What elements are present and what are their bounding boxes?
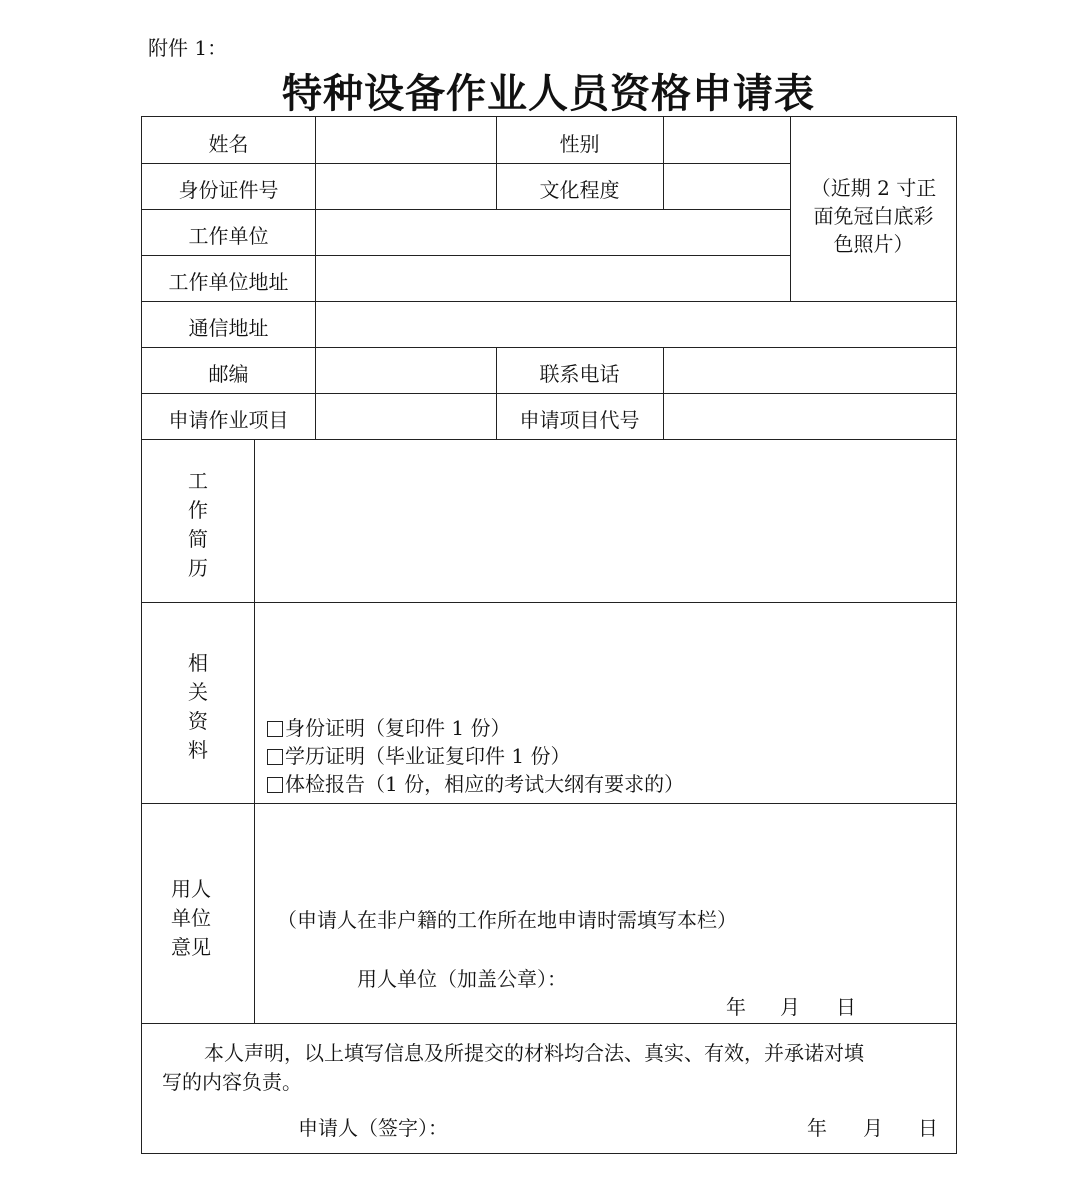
label-name: 姓名	[208, 132, 249, 156]
checkbox[interactable]	[267, 777, 283, 793]
id-number-field[interactable]	[316, 164, 496, 209]
declaration-line: 本人声明，以上填写信息及所提交的材料均合法、真实、有效，并承诺对填	[204, 1041, 864, 1065]
annex-label: 附件 1：	[148, 36, 228, 60]
label-postcode: 邮编	[208, 362, 249, 386]
label-mailing-address: 通信地址	[188, 316, 269, 340]
sign-date-day: 日	[918, 1116, 938, 1140]
applicant-signature-field[interactable]	[472, 1107, 772, 1147]
opinion-date-month: 月	[780, 995, 800, 1019]
photo-note-line: 色照片）	[833, 232, 914, 256]
label-gender: 性别	[559, 132, 600, 156]
resume-label: 工 作 简 历	[188, 469, 208, 580]
employer-field[interactable]	[316, 210, 790, 255]
postcode-field[interactable]	[316, 348, 496, 393]
label-phone: 联系电话	[539, 362, 620, 386]
employer-address-field[interactable]	[316, 256, 790, 301]
label-education: 文化程度	[539, 178, 620, 202]
application-form	[141, 116, 957, 1154]
name-field[interactable]	[316, 117, 496, 163]
opinion-label: 用人 单位 意见	[171, 877, 211, 959]
opinion-date-year: 年	[726, 995, 746, 1019]
opinion-date-day: 日	[836, 995, 856, 1019]
checkbox[interactable]	[267, 749, 283, 765]
material-item[interactable]: 身份证明（复印件 1 份）	[267, 713, 510, 743]
apply-item-field[interactable]	[316, 394, 496, 439]
sign-date-month: 月	[863, 1116, 883, 1140]
material-item[interactable]: 学历证明（毕业证复印件 1 份）	[267, 741, 570, 771]
label-employer-address: 工作单位地址	[168, 270, 289, 294]
label-item-code: 申请项目代号	[519, 408, 640, 432]
checkbox[interactable]	[267, 721, 283, 737]
education-field[interactable]	[664, 164, 790, 209]
gender-field[interactable]	[664, 117, 790, 163]
form-title: 特种设备作业人员资格申请表	[282, 70, 815, 117]
opinion-stamp-label: 用人单位（加盖公章）：	[357, 967, 567, 991]
label-apply-item: 申请作业项目	[168, 408, 289, 432]
phone-field[interactable]	[664, 348, 956, 393]
resume-field[interactable]	[255, 440, 956, 602]
applicant-sign-label: 申请人（签字）：	[298, 1116, 448, 1140]
declaration-line: 写的内容负责。	[162, 1070, 302, 1094]
label-id-number: 身份证件号	[178, 178, 279, 202]
photo-area[interactable]	[791, 117, 956, 301]
material-item[interactable]: 体检报告（1 份，相应的考试大纲有要求的）	[267, 769, 684, 799]
mailing-address-field[interactable]	[316, 302, 956, 347]
photo-note-line: （近期 2 寸正	[810, 176, 937, 200]
materials-label: 相 关 资 料	[188, 651, 208, 762]
photo-note-line: 面免冠白底彩	[813, 204, 934, 228]
sign-date-year: 年	[807, 1116, 827, 1140]
label-employer: 工作单位	[188, 224, 269, 248]
opinion-note: （申请人在非户籍的工作所在地申请时需填写本栏）	[277, 908, 737, 932]
item-code-field[interactable]	[664, 394, 956, 439]
